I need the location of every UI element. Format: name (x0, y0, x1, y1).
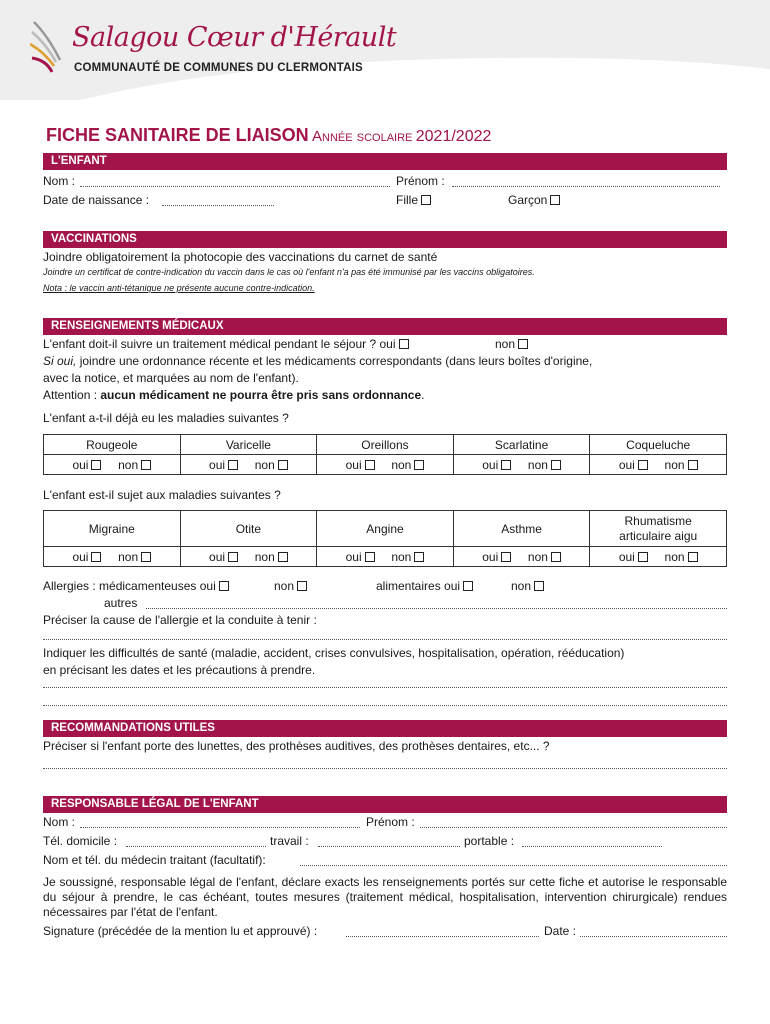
oui-label: oui (209, 549, 226, 564)
non-checkbox[interactable] (688, 552, 698, 562)
field-tel-domicile[interactable] (126, 846, 266, 847)
allergies-alim-oui-label: oui (444, 579, 461, 593)
oui-checkbox[interactable] (91, 552, 101, 562)
title-main: FICHE SANITAIRE DE LIAISON (46, 125, 309, 145)
answer-rougeole[interactable] (44, 455, 181, 475)
notice-line: avec la notice, et marquées au nom de l'enfant). (43, 371, 299, 385)
field-difficultes-1[interactable] (43, 687, 727, 688)
table-maladies-eues (43, 434, 727, 475)
fille-option[interactable] (396, 193, 431, 207)
logo-subtitle: COMMUNAUTÉ DE COMMUNES DU CLERMONTAIS (74, 62, 363, 74)
allergies-medic-non-label: non (274, 579, 295, 593)
allergies-medic-oui-checkbox[interactable] (219, 581, 229, 591)
field-signature[interactable] (346, 936, 539, 937)
allergies-alim-non-checkbox[interactable] (534, 581, 544, 591)
non-label: non (254, 457, 275, 472)
answer-otite[interactable] (180, 547, 317, 567)
oui-checkbox[interactable] (91, 460, 101, 470)
non-checkbox[interactable] (141, 460, 151, 470)
field-recommandations[interactable] (43, 768, 727, 769)
allergies-alim-non[interactable] (511, 579, 544, 593)
recommandations-line: Préciser si l'enfant porte des lunettes, des prothèses auditives, des prothèses dentaires, etc... ? (43, 739, 550, 753)
traitement-oui-label: oui (379, 337, 396, 351)
oui-label: oui (345, 457, 362, 472)
garcon-checkbox[interactable] (550, 195, 560, 205)
non-checkbox[interactable] (551, 552, 561, 562)
traitement-non-checkbox[interactable] (518, 339, 528, 349)
difficultes-line1: Indiquer les difficultés de santé (maladie, accident, crises convulsives, hospitalisation, opération, rééducation) (43, 646, 625, 660)
si-oui-label: Si oui, (43, 354, 77, 368)
non-label: non (391, 457, 412, 472)
si-oui-text: joindre une ordonnance récente et les médicaments correspondants (dans leurs boîtes d'origine, (76, 354, 593, 368)
oui-checkbox[interactable] (228, 552, 238, 562)
oui-label: oui (482, 549, 499, 564)
tel-domicile-label: Tél. domicile : (43, 834, 118, 848)
question-traitement (43, 337, 409, 351)
question-maladies-eues: L'enfant a-t-il déjà eu les maladies suivantes ? (43, 411, 289, 425)
fille-checkbox[interactable] (421, 195, 431, 205)
field-tel-travail[interactable] (318, 846, 460, 847)
non-checkbox[interactable] (141, 552, 151, 562)
field-medecin[interactable] (300, 865, 727, 866)
attention-bold: aucun médicament ne pourra être pris sans ordonnance (100, 388, 422, 402)
field-tel-portable[interactable] (522, 846, 662, 847)
allergies-label: Allergies : médicamenteuses (43, 579, 197, 593)
tel-portable-label: portable : (464, 834, 515, 848)
disease-varicelle: Varicelle (180, 435, 317, 455)
difficultes-line2: en précisant les dates et les précautions à prendre. (43, 663, 316, 677)
allergies-alim (376, 579, 473, 593)
field-cause[interactable] (43, 639, 727, 640)
disease-asthme: Asthme (453, 511, 590, 547)
oui-checkbox[interactable] (501, 552, 511, 562)
allergies-alim-non-label: non (511, 579, 532, 593)
question-maladies-sujet: L'enfant est-il sujet aux maladies suivantes ? (43, 488, 281, 502)
cause-label: Préciser la cause de l'allergie et la conduite à tenir : (43, 613, 317, 627)
answer-migraine[interactable] (44, 547, 181, 567)
allergies-medic-non-checkbox[interactable] (297, 581, 307, 591)
non-checkbox[interactable] (688, 460, 698, 470)
field-prenom[interactable] (452, 186, 720, 187)
disease-angine: Angine (317, 511, 454, 547)
answer-scarlatine[interactable] (453, 455, 590, 475)
non-checkbox[interactable] (278, 460, 288, 470)
attention-label: Attention : (43, 388, 101, 402)
declaration-text: Je soussigné, responsable légal de l'enfant, déclare exacts les renseignements portés sur cette fiche et autorise le responsable du séjour à prendre, le cas échéant, toutes mesures (traitement médical, hospitalisation, intervention chirurgicale) rendues nécessaires par l'état de l'enfant. (43, 875, 727, 919)
attention-line (43, 388, 424, 402)
oui-label: oui (618, 457, 635, 472)
oui-checkbox[interactable] (365, 460, 375, 470)
logo-title: Salagou Cœur d'Hérault (72, 22, 397, 53)
non-checkbox[interactable] (414, 552, 424, 562)
oui-checkbox[interactable] (365, 552, 375, 562)
answer-asthme[interactable] (453, 547, 590, 567)
answer-oreillons[interactable] (317, 455, 454, 475)
field-resp-prenom[interactable] (420, 827, 727, 828)
allergies-medic-line (43, 579, 229, 593)
non-label: non (527, 457, 548, 472)
label-prenom: Prénom : (396, 174, 445, 188)
traitement-non-label: non (495, 337, 516, 351)
oui-label: oui (72, 549, 89, 564)
section-enfant: L'ENFANT (43, 153, 727, 170)
allergies-medic-non[interactable] (274, 579, 307, 593)
oui-checkbox[interactable] (501, 460, 511, 470)
non-label: non (118, 457, 139, 472)
non-checkbox[interactable] (278, 552, 288, 562)
oui-label: oui (618, 549, 635, 564)
signature-label: Signature (précédée de la mention lu et approuvé) : (43, 924, 318, 938)
alimentaires-label: alimentaires (376, 579, 441, 593)
label-naissance: Date de naissance : (43, 193, 150, 207)
si-oui-line (43, 354, 592, 368)
disease-scarlatine: Scarlatine (453, 435, 590, 455)
medecin-label: Nom et tél. du médecin traitant (facultatif): (43, 853, 266, 867)
non-label: non (664, 549, 685, 564)
disease-rougeole: Rougeole (44, 435, 181, 455)
field-difficultes-2[interactable] (43, 705, 727, 706)
oui-label: oui (482, 457, 499, 472)
answer-coqueluche[interactable] (590, 455, 727, 475)
answer-varicelle[interactable] (180, 455, 317, 475)
non-label: non (118, 549, 139, 564)
field-date[interactable] (580, 936, 727, 937)
oui-checkbox[interactable] (638, 460, 648, 470)
disease-migraine: Migraine (44, 511, 181, 547)
resp-prenom-label: Prénom : (366, 815, 415, 829)
field-resp-nom[interactable] (80, 827, 360, 828)
traitement-non-option[interactable] (495, 337, 528, 351)
question-traitement-text: L'enfant doit-il suivre un traitement médical pendant le séjour ? (43, 337, 377, 351)
non-checkbox[interactable] (551, 460, 561, 470)
disease-coqueluche: Coqueluche (590, 435, 727, 455)
autres-label: autres (104, 596, 138, 610)
field-autres[interactable] (146, 608, 727, 609)
oui-checkbox[interactable] (638, 552, 648, 562)
disease-oreillons: Oreillons (317, 435, 454, 455)
vaccin-line3: Nota : le vaccin anti-tétanique ne présente aucune contre-indication. (43, 283, 315, 293)
disease-otite: Otite (180, 511, 317, 547)
table-maladies-sujet (43, 510, 727, 567)
label-nom: Nom : (43, 174, 76, 188)
resp-nom-label: Nom : (43, 815, 76, 829)
attention-end: . (421, 388, 425, 402)
fille-label: Fille (396, 193, 419, 207)
allergies-medic-oui-label: oui (199, 579, 216, 593)
non-label: non (527, 549, 548, 564)
non-label: non (254, 549, 275, 564)
section-medical: RENSEIGNEMENTS MÉDICAUX (43, 318, 727, 335)
garcon-label: Garçon (508, 193, 548, 207)
oui-checkbox[interactable] (228, 460, 238, 470)
answer-rhumatisme[interactable] (590, 547, 727, 567)
non-label: non (391, 549, 412, 564)
disease-rhumatisme: Rhumatisme articulaire aigu (590, 511, 727, 547)
field-naissance[interactable] (162, 205, 274, 206)
date-label: Date : (544, 924, 577, 938)
oui-label: oui (209, 457, 226, 472)
section-vaccinations: VACCINATIONS (43, 231, 727, 248)
tel-travail-label: travail : (270, 834, 309, 848)
oui-label: oui (72, 457, 89, 472)
garcon-option[interactable] (508, 193, 560, 207)
non-checkbox[interactable] (414, 460, 424, 470)
answer-angine[interactable] (317, 547, 454, 567)
page-title (46, 125, 491, 146)
title-year: 2021/2022 (415, 128, 492, 145)
oui-label: oui (345, 549, 362, 564)
traitement-oui-checkbox[interactable] (399, 339, 409, 349)
section-recommandations: RECOMMANDATIONS UTILES (43, 720, 727, 737)
vaccin-line2: Joindre un certificat de contre-indication du vaccin dans le cas où l'enfant n'a pas été immunisé par les vaccins obligatoires. (43, 267, 535, 277)
non-label: non (664, 457, 685, 472)
allergies-alim-oui-checkbox[interactable] (463, 581, 473, 591)
section-responsable: RESPONSABLE LÉGAL DE L'ENFANT (43, 796, 727, 813)
field-nom[interactable] (80, 186, 390, 187)
logo-swoosh-icon (30, 16, 72, 76)
title-year-label: Année scolaire (312, 128, 413, 145)
vaccin-line1: Joindre obligatoirement la photocopie des vaccinations du carnet de santé (43, 250, 438, 264)
